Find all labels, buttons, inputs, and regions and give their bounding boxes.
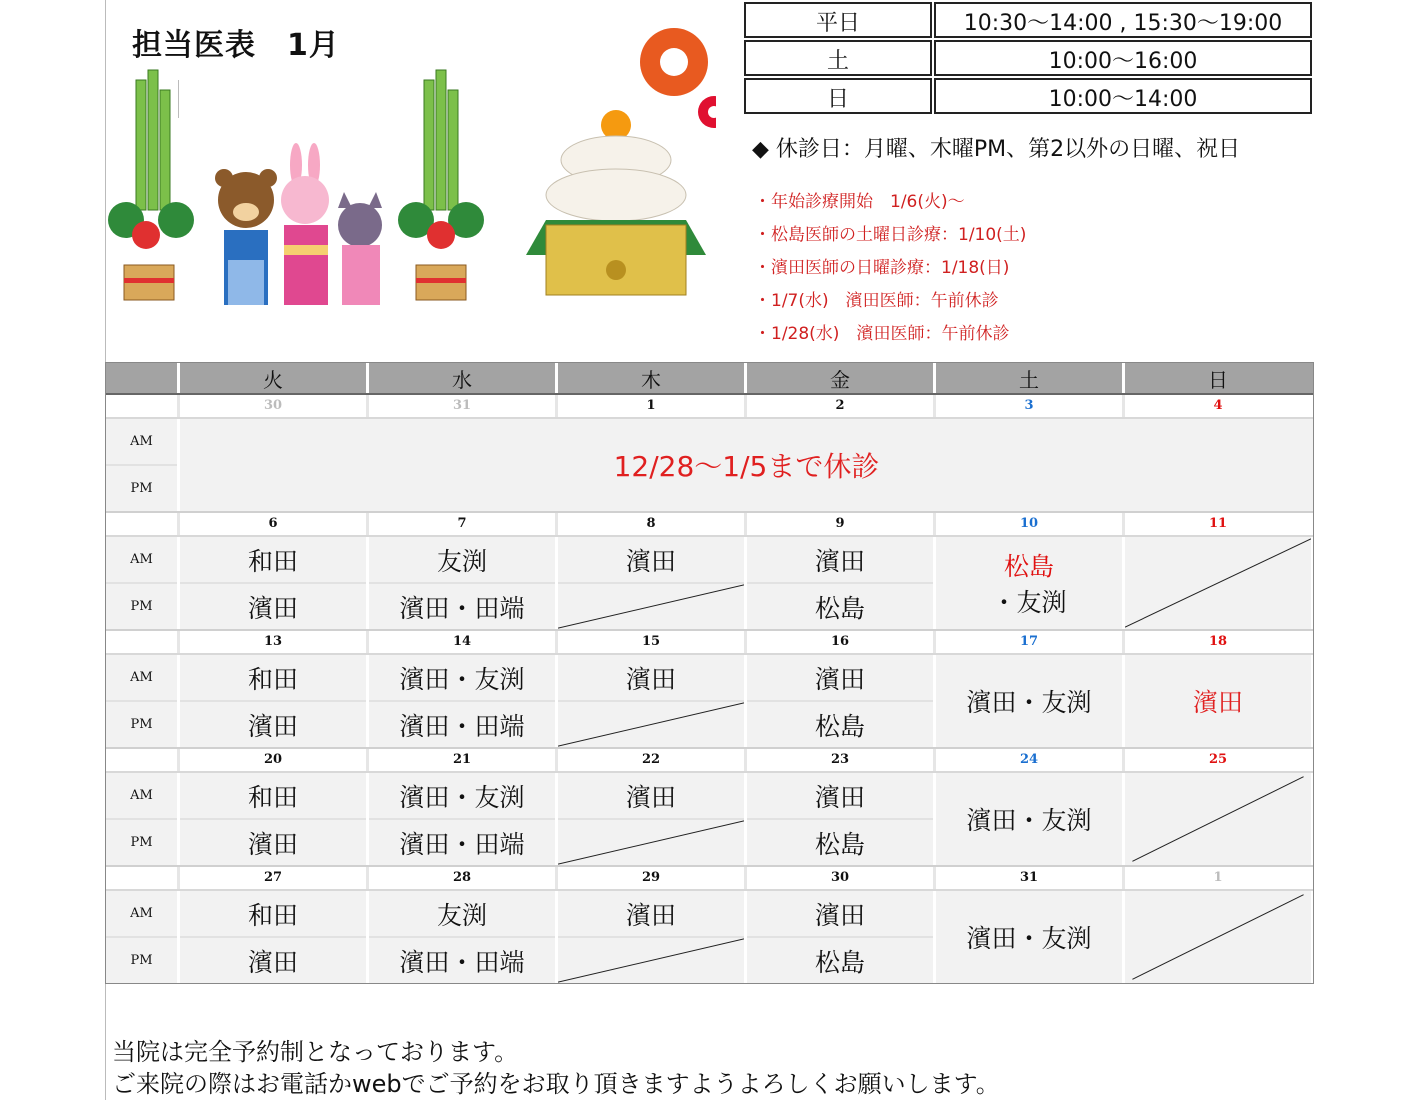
hours-time: 10:00～16:00 [934,40,1312,76]
pm-doctor: 松島 [814,711,865,741]
notice-item: ・1/7(水) 濱田医師：午前休診 [754,291,999,311]
closed-days: ◆ 休診日：月曜、木曜PM、第2以外の日曜、祝日 [752,137,1241,162]
date-row [106,513,1313,537]
kagami-mochi-icon [526,110,706,295]
closed-slash-icon [558,702,744,747]
schedule-calendar [105,362,1314,984]
day-cell-sun-closed [1122,537,1311,629]
date-cell: 24 [933,749,1122,771]
date-cell: 7 [366,513,555,535]
date-cell: 9 [744,513,933,535]
hours-day: 土 [744,40,932,76]
pm-doctor: 松島 [814,829,865,859]
date-row [106,395,1313,419]
week-row [106,419,1313,513]
pm-doctor: 濱田・田端 [399,593,525,623]
pm-doctor: 松島 [814,947,865,977]
hours-day: 平日 [744,2,932,38]
hours-day: 日 [744,78,932,114]
hours-row [744,40,1312,76]
ampm-labels [106,655,177,747]
closed-slash-icon [558,938,744,983]
footer-note [112,1036,1000,1100]
notice-item: ・松島医師の土曜日診療：1/10(土) [754,225,1027,245]
date-cell: 18 [1122,631,1311,653]
sat-doctor-red: 松島 [1003,552,1054,581]
footer-line: 当院は完全予約制となっております。 [112,1038,519,1066]
day-cell-tue [177,537,366,629]
hours-row [744,78,1312,114]
week-row [106,773,1313,867]
notice-item: ・濱田医師の日曜診療：1/18(日) [754,258,1010,278]
pm-label: PM [130,481,153,496]
day-cell-fri [744,773,933,865]
date-cell: 3 [933,395,1122,417]
am-doctor: 濱田・友渕 [369,655,555,702]
date-blank [106,867,177,889]
pm-closed [558,702,744,747]
header-wed: 水 [366,363,555,393]
day-cell-thu [555,891,744,983]
day-cell-tue [177,655,366,747]
ampm-labels [106,773,177,865]
day-cell-thu [555,655,744,747]
day-cell-thu [555,537,744,629]
date-cell: 31 [933,867,1122,889]
date-cell: 31 [366,395,555,417]
day-cell-fri [744,891,933,983]
am-label: AM [106,537,177,584]
date-cell: 21 [366,749,555,771]
am-label: AM [106,655,177,702]
pm-doctor: 松島 [814,593,865,623]
header-sat: 土 [933,363,1122,393]
date-cell: 13 [177,631,366,653]
date-cell: 20 [177,749,366,771]
date-row [106,749,1313,773]
day-cell-tue [177,773,366,865]
hours-time: 10:30～14:00 , 15:30～19:00 [934,2,1312,38]
am-label: AM [106,773,177,820]
week-row [106,891,1313,983]
ampm-labels [106,419,177,511]
am-doctor: 和田 [180,655,366,702]
day-cell-sat: 濱田・友渕 [933,773,1122,865]
hours-table [744,2,1312,116]
pm-doctor: 濱田・田端 [399,829,525,859]
date-blank [106,631,177,653]
pm-closed [558,820,744,865]
pm-closed [558,938,744,983]
notice-list [754,186,1026,351]
closed-slash-icon [1125,891,1311,983]
pm-doctor: 濱田 [247,711,298,741]
day-cell-fri [744,537,933,629]
rabbit-character-icon [281,143,329,305]
date-cell: 10 [933,513,1122,535]
sat-doctor: ・友渕 [991,588,1067,617]
header-fri: 金 [744,363,933,393]
hours-row [744,2,1312,38]
date-cell: 11 [1122,513,1311,535]
closed-slash-icon [1125,773,1311,865]
pm-closed [558,584,744,629]
date-cell: 2 [744,395,933,417]
date-cell: 25 [1122,749,1311,771]
date-cell: 29 [555,867,744,889]
pm-doctor: 濱田・田端 [399,947,525,977]
bear-character-icon [215,169,277,305]
day-cell-wed [366,891,555,983]
am-doctor: 濱田 [558,655,744,702]
date-blank [106,513,177,535]
pm-doctor: 濱田 [247,829,298,859]
pm-label: PM [130,835,153,850]
date-row [106,867,1313,891]
day-cell-sun: 濱田 [1122,655,1311,747]
am-doctor: 友渕 [369,537,555,584]
closed-slash-icon [558,584,744,629]
holiday-notice: 12/28～1/5まで休診 [177,419,1313,511]
am-doctor: 濱田 [747,773,933,820]
ampm-labels [106,891,177,983]
day-cell-wed [366,655,555,747]
notice-item: ・1/28(水) 濱田医師：午前休診 [754,324,1010,344]
kadomatsu-right-icon [398,70,484,300]
footer-line: ご来院の際はお電話かwebでご予約をお取り頂きますようよろしくお願いします。 [112,1070,1000,1098]
date-cell: 16 [744,631,933,653]
calendar-header [106,363,1313,395]
hours-time: 10:00～14:00 [934,78,1312,114]
date-cell: 6 [177,513,366,535]
am-doctor: 濱田 [558,891,744,938]
date-cell: 28 [366,867,555,889]
am-doctor: 和田 [180,537,366,584]
am-doctor: 濱田 [747,891,933,938]
pm-label: PM [130,717,153,732]
date-cell: 4 [1122,395,1311,417]
pm-doctor: 濱田 [247,593,298,623]
am-doctor: 濱田・友渕 [369,773,555,820]
day-cell-sun-closed [1122,891,1311,983]
kadomatsu-left-icon [108,70,194,300]
pm-label: PM [130,953,153,968]
date-cell: 30 [177,395,366,417]
date-cell: 1 [1122,867,1311,889]
header-tue: 火 [177,363,366,393]
day-cell-thu [555,773,744,865]
day-cell-sun-closed [1122,773,1311,865]
pm-doctor: 濱田・田端 [399,711,525,741]
date-cell: 22 [555,749,744,771]
am-doctor: 和田 [180,773,366,820]
date-cell: 30 [744,867,933,889]
page-title: 担当医表 1月 [132,28,340,63]
day-cell-wed [366,537,555,629]
closed-slash-icon [1125,537,1311,629]
am-label: AM [106,891,177,938]
day-cell-sat: 濱田・友渕 [933,655,1122,747]
day-cell-wed [366,773,555,865]
pm-doctor: 濱田 [247,947,298,977]
date-cell: 8 [555,513,744,535]
am-label: AM [106,419,177,466]
header-blank [106,363,177,393]
day-cell-fri [744,655,933,747]
notice-item: ・年始診療開始 1/6(火)～ [754,192,965,212]
am-doctor: 和田 [180,891,366,938]
date-row [106,631,1313,655]
header-sun: 日 [1122,363,1311,393]
pm-label: PM [130,599,153,614]
date-cell: 14 [366,631,555,653]
cat-character-icon [338,192,382,305]
date-cell: 1 [555,395,744,417]
ampm-labels [106,537,177,629]
am-doctor: 濱田 [558,773,744,820]
plum-blossom-icon [640,28,716,128]
date-cell: 15 [555,631,744,653]
day-cell-tue [177,891,366,983]
am-doctor: 濱田 [747,655,933,702]
date-blank [106,395,177,417]
date-cell: 27 [177,867,366,889]
header-thu: 木 [555,363,744,393]
day-cell-sat [933,537,1122,629]
week-row [106,537,1313,631]
date-blank [106,749,177,771]
am-doctor: 濱田 [558,537,744,584]
week-row [106,655,1313,749]
am-doctor: 友渕 [369,891,555,938]
am-doctor: 濱田 [747,537,933,584]
day-cell-sat: 濱田・友渕 [933,891,1122,983]
new-year-illustration [106,20,716,320]
date-cell: 23 [744,749,933,771]
date-cell: 17 [933,631,1122,653]
closed-slash-icon [558,820,744,865]
